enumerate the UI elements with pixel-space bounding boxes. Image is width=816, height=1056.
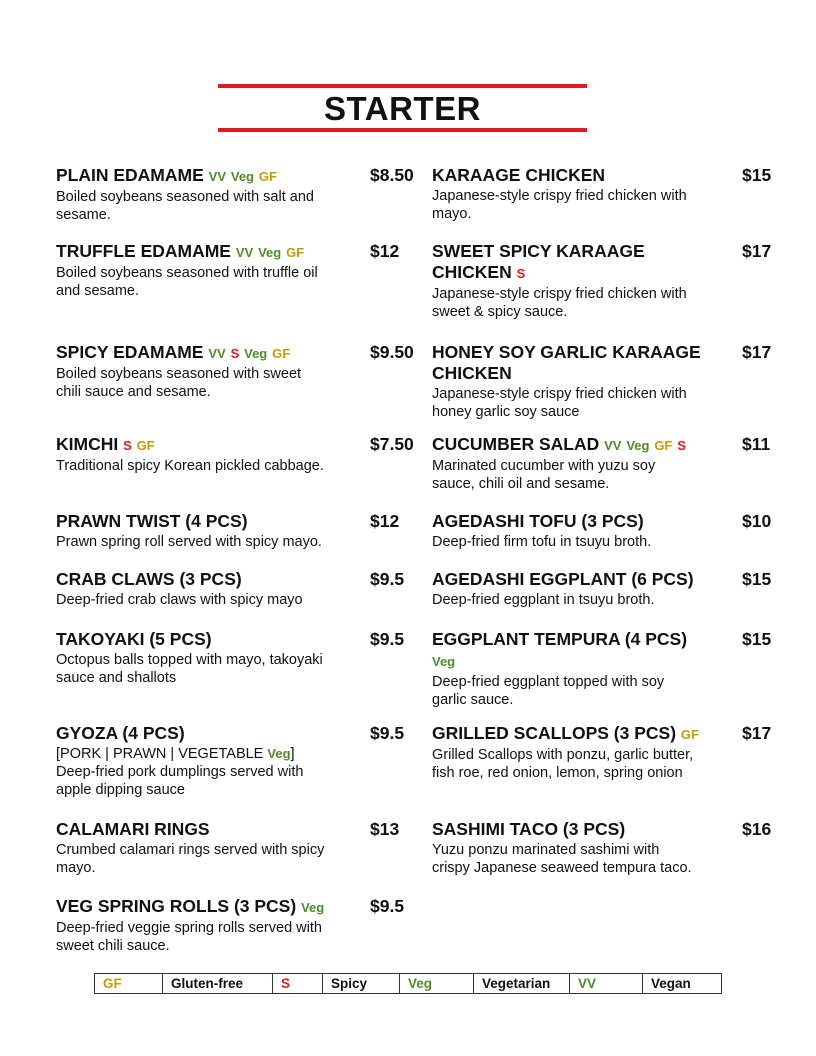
item-price: $11 [742, 434, 771, 454]
spicy-tag: S [677, 438, 686, 453]
item-desc: Yuzu ponzu marinated sashimi with [432, 842, 660, 858]
item-desc: sweet & spicy sauce. [432, 304, 568, 320]
menu-item-cucumber-salad [432, 434, 732, 493]
vegetarian-tag: Veg [244, 346, 268, 361]
legend-gf-label: Gluten-free [163, 974, 273, 993]
item-price: $15 [742, 629, 772, 649]
item-desc: sauce and shallots [56, 670, 177, 686]
legend-s-label: Spicy [323, 974, 400, 993]
item-name: CRAB CLAWS (3 PCS) [56, 569, 242, 589]
vegan-tag: VV [208, 346, 226, 361]
menu-item-grilled-scallops [432, 723, 732, 782]
item-desc: Traditional spicy Korean pickled cabbage. [56, 458, 324, 474]
item-desc: Crumbed calamari rings served with spicy [56, 842, 325, 858]
item-price: $9.5 [370, 569, 405, 589]
page-title: STARTER [324, 90, 481, 127]
item-price: $12 [370, 511, 400, 531]
item-name: EGGPLANT TEMPURA (4 PCS) [432, 629, 688, 649]
item-price: $12 [370, 241, 400, 261]
menu-item-takoyaki [56, 629, 366, 687]
item-name: CUCUMBER SALAD [432, 434, 600, 454]
item-name: TRUFFLE EDAMAME [56, 241, 231, 261]
item-desc: sesame. [56, 207, 111, 223]
item-desc: Deep-fried pork dumplings served with [56, 764, 304, 780]
item-desc: mayo. [56, 860, 96, 876]
item-desc: chili sauce and sesame. [56, 384, 211, 400]
item-desc: Boiled soybeans seasoned with salt and [56, 189, 314, 205]
gluten-free-tag: GF [680, 727, 699, 742]
menu-item-truffle-edamame [56, 241, 366, 300]
item-desc: Deep-fried eggplant in tsuyu broth. [432, 592, 655, 608]
item-name: KARAAGE CHICKEN [432, 165, 606, 185]
title-rule-bottom [218, 128, 587, 132]
vegetarian-tag: Veg [432, 654, 456, 669]
menu-item-sweet-spicy-karaage [432, 241, 732, 321]
item-desc: Boiled soybeans seasoned with truffle oil [56, 265, 318, 281]
menu-item-spicy-edamame [56, 342, 366, 401]
item-name: CALAMARI RINGS [56, 819, 210, 839]
menu-item-honey-soy-garlic-karaage [432, 342, 732, 421]
vegan-tag: VV [604, 438, 622, 453]
item-desc: Japanese-style crispy fried chicken with [432, 188, 687, 204]
item-desc: mayo. [432, 206, 472, 222]
item-price: $17 [742, 342, 772, 362]
item-desc: garlic sauce. [432, 692, 514, 708]
item-price: $15 [742, 165, 772, 185]
item-desc: honey garlic soy sauce [432, 404, 580, 420]
item-name-line2: CHICKEN [432, 363, 512, 383]
item-desc: Boiled soybeans seasoned with sweet [56, 366, 302, 382]
item-desc: Japanese-style crispy fried chicken with [432, 286, 687, 302]
title-rule-top [218, 84, 587, 88]
item-desc: Deep-fried eggplant topped with soy [432, 674, 665, 690]
item-desc: crispy Japanese seaweed tempura taco. [432, 860, 692, 876]
item-name: PLAIN EDAMAME [56, 165, 204, 185]
item-desc: Deep-fried crab claws with spicy mayo [56, 592, 303, 608]
legend-s-code: S [273, 974, 323, 993]
menu-item-crab-claws [56, 569, 366, 609]
gluten-free-tag: GF [286, 245, 305, 260]
item-desc: Deep-fried firm tofu in tsuyu broth. [432, 534, 652, 550]
title-block [218, 84, 587, 134]
item-desc: Japanese-style crispy fried chicken with [432, 386, 687, 402]
item-name: AGEDASHI TOFU (3 PCS) [432, 511, 644, 531]
menu-item-prawn-twist [56, 511, 366, 551]
spicy-tag: S [230, 346, 240, 361]
item-desc: fish roe, red onion, lemon, spring onion [432, 765, 683, 781]
item-price: $7.50 [370, 434, 414, 454]
legend-vv-label: Vegan [651, 976, 691, 991]
menu-item-calamari-rings [56, 819, 366, 877]
legend-table [94, 973, 722, 994]
spicy-tag: S [516, 266, 526, 281]
item-name: HONEY SOY GARLIC KARAAGE [432, 342, 701, 362]
vegetarian-tag: Veg [258, 245, 282, 260]
item-name: SWEET SPICY KARAAGE [432, 241, 645, 261]
item-price: $15 [742, 569, 772, 589]
item-price: $17 [742, 723, 772, 743]
menu-item-agedashi-tofu [432, 511, 732, 551]
item-price: $8.50 [370, 165, 414, 185]
item-options-end: ] [290, 746, 295, 762]
item-desc: sweet chili sauce. [56, 938, 170, 954]
item-price: $9.5 [370, 723, 405, 743]
item-name: PRAWN TWIST (4 PCS) [56, 511, 248, 531]
vegetarian-tag: Veg [301, 900, 325, 915]
item-desc: sauce, chili oil and sesame. [432, 476, 610, 492]
item-options: [PORK | PRAWN | VEGETABLE [56, 746, 268, 762]
menu-item-agedashi-eggplant [432, 569, 732, 609]
item-desc: Octopus balls topped with mayo, takoyaki [56, 652, 323, 668]
item-name: GRILLED SCALLOPS (3 PCS) [432, 723, 677, 743]
menu-item-plain-edamame [56, 165, 366, 224]
menu-item-kimchi [56, 434, 366, 475]
item-desc: and sesame. [56, 283, 140, 299]
item-name: VEG SPRING ROLLS (3 PCS) [56, 896, 297, 916]
menu-item-gyoza [56, 723, 366, 799]
item-price: $16 [742, 819, 772, 839]
item-name: GYOZA (4 PCS) [56, 723, 185, 743]
spicy-tag: S [123, 438, 132, 453]
legend-gf-code: GF [95, 974, 163, 993]
vegan-tag: VV [235, 245, 254, 260]
item-desc: Prawn spring roll served with spicy mayo. [56, 534, 322, 550]
gluten-free-tag: GF [136, 438, 155, 453]
gluten-free-tag: GF [654, 438, 673, 453]
item-name-line2: CHICKEN [432, 262, 512, 282]
gluten-free-tag: GF [258, 169, 277, 184]
vegetarian-tag: Veg [626, 438, 650, 453]
legend-veg-label: Vegetarian [474, 974, 570, 993]
vegetarian-tag: Veg [267, 746, 291, 761]
item-name: SPICY EDAMAME [56, 342, 204, 362]
item-desc: Grilled Scallops with ponzu, garlic butter, [432, 747, 694, 763]
item-name: TAKOYAKI (5 PCS) [56, 629, 212, 649]
item-price: $10 [742, 511, 772, 531]
item-price: $17 [742, 241, 772, 261]
item-name: SASHIMI TACO (3 PCS) [432, 819, 626, 839]
menu-item-sashimi-taco [432, 819, 732, 877]
item-price: $13 [370, 819, 400, 839]
item-name: AGEDASHI EGGPLANT (6 PCS) [432, 569, 694, 589]
gluten-free-tag: GF [272, 346, 291, 361]
legend-vv-code: VV [570, 974, 643, 993]
vegan-tag: VV [208, 169, 226, 184]
item-desc: Marinated cucumber with yuzu soy [432, 458, 656, 474]
menu-item-veg-spring-rolls [56, 896, 366, 955]
menu-item-eggplant-tempura [432, 629, 732, 709]
legend-veg-code: Veg [400, 974, 474, 993]
item-desc: apple dipping sauce [56, 782, 185, 798]
vegetarian-tag: Veg [230, 169, 254, 184]
item-desc: Deep-fried veggie spring rolls served with [56, 920, 322, 936]
menu-item-karaage-chicken [432, 165, 732, 223]
item-name: KIMCHI [56, 434, 119, 454]
item-price: $9.50 [370, 342, 414, 362]
item-price: $9.5 [370, 629, 405, 649]
item-price: $9.5 [370, 896, 405, 916]
